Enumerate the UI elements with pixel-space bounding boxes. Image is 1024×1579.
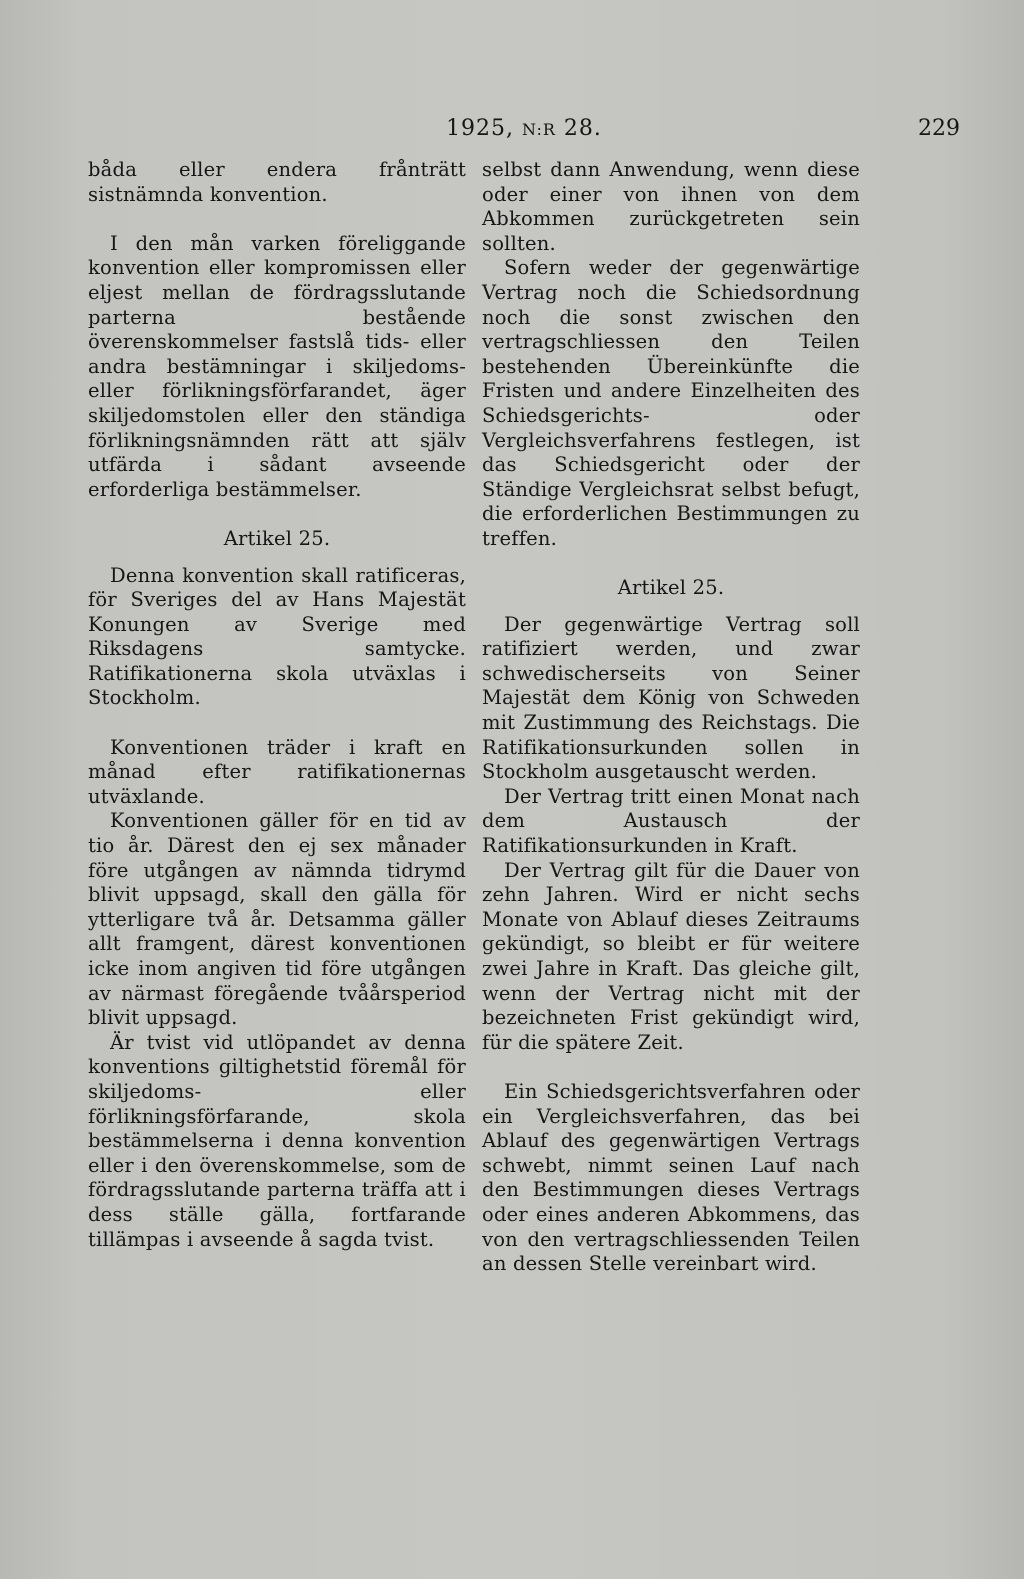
swedish-paragraph-ratification: Denna konvention skall ratificeras, för Sveriges del av Hans Majestät Konungen av Sverige med Riksdagens samtycke. Ratifikationerna skola utväxlas i Stockholm. <box>88 563 466 710</box>
swedish-paragraph-pending-disputes: Är tvist vid utlöpandet av denna konventions giltighetstid föremål för skiljedoms- eller förlikningsförfarande, skola bestämmelserna i denna konvention eller i den överenskommelse, som de fördragsslutande parterna träffa att i dess ställe gälla, fortfarande tillämpas i avseende å sagda tvist. <box>88 1030 466 1251</box>
german-paragraph-entry-into-force: Der Vertrag tritt einen Monat nach dem Austausch der Ratifikationsurkunden in Kraft. <box>482 784 860 858</box>
german-paragraph-duration: Der Vertrag gilt für die Dauer von zehn Jahren. Wird er nicht sechs Monate von Ablauf dieses Zeitraums gekündigt, so bleibt er für weitere zwei Jahre in Kraft. Das gleiche gilt, wenn der Vertrag nicht mit der bezeichneten Frist gekündigt wird, für die spätere Zeit. <box>482 858 860 1054</box>
swedish-paragraph-continued: båda eller endera frånträtt sistnämnda konvention. <box>88 158 466 206</box>
header-issue-number: 28. <box>563 116 602 141</box>
swedish-paragraph-duration: Konventionen gäller för en tid av tio år. Därest den ej sex månader före utgången av nämnda tidrymd blivit uppsagd, skall den gälla för ytterligare två år. Detsamma gäller allt framgent, därest konventionen icke inom angiven tid före utgången av närmast föregående tvåårsperiod blivit uppsagd. <box>88 809 466 1030</box>
header-issue <box>88 116 960 141</box>
german-paragraph-procedure: Sofern weder der gegenwärtige Vertrag noch die Schiedsordnung noch die sonst zwischen den vertragschliessen den Teilen bestehenden Übereinkünfte die Fristen und andere Einzelheiten des Schiedsgerichts- oder Vergleichsverfahrens festlegen, ist das Schiedsgericht oder der Ständige Vergleichsrat selbst befugt, die erforderlichen Bestimmungen zu treffen. <box>482 256 860 550</box>
german-paragraph-continued: selbst dann Anwendung, wenn diese oder einer von ihnen von dem Abkommen zurückgetreten sein sollten. <box>482 158 860 255</box>
german-paragraph-pending-disputes: Ein Schiedsgerichtsverfahren oder ein Vergleichsverfahren, das bei Ablauf des gegenwärtigen Vertrags schwebt, nimmt seinen Lauf nach den Bestimmungen dieses Vertrags oder eines anderen Abkommens, das von den vertragschliessenden Teilen an dessen Stelle vereinbart wird. <box>482 1079 860 1276</box>
swedish-article-heading: Artikel 25. <box>223 526 331 550</box>
swedish-paragraph-procedure: I den mån varken föreliggande konvention eller kompromissen eller eljest mellan de fördragsslutande parterna bestående överenskommelser fastslå tids- eller andra bestämningar i skiljedoms- eller förlikningsförfarandet, äger skiljedomstolen eller den ständiga förlikningsnämnden rätt att själv utfärda i sådant avseende erforderliga bestämmelser. <box>88 231 466 501</box>
german-paragraph-ratification: Der gegenwärtige Vertrag soll ratifiziert werden, und zwar schwedischerseits von Seiner Majestät dem König von Schweden mit Zustimmung des Reichstags. Die Ratifikationsurkunden sollen in Stockholm ausgetauscht werden. <box>482 612 860 784</box>
swedish-paragraph-entry-into-force: Konventionen träder i kraft en månad efter ratifikationernas utväxlande. <box>88 735 466 808</box>
page-number: 229 <box>918 116 960 141</box>
header-year: 1925, <box>446 116 515 141</box>
german-article-heading: Artikel 25. <box>617 576 725 600</box>
german-column <box>482 158 860 1277</box>
swedish-column <box>88 158 466 1252</box>
header-issue-prefix: N:R <box>522 120 556 139</box>
running-header <box>88 102 960 141</box>
